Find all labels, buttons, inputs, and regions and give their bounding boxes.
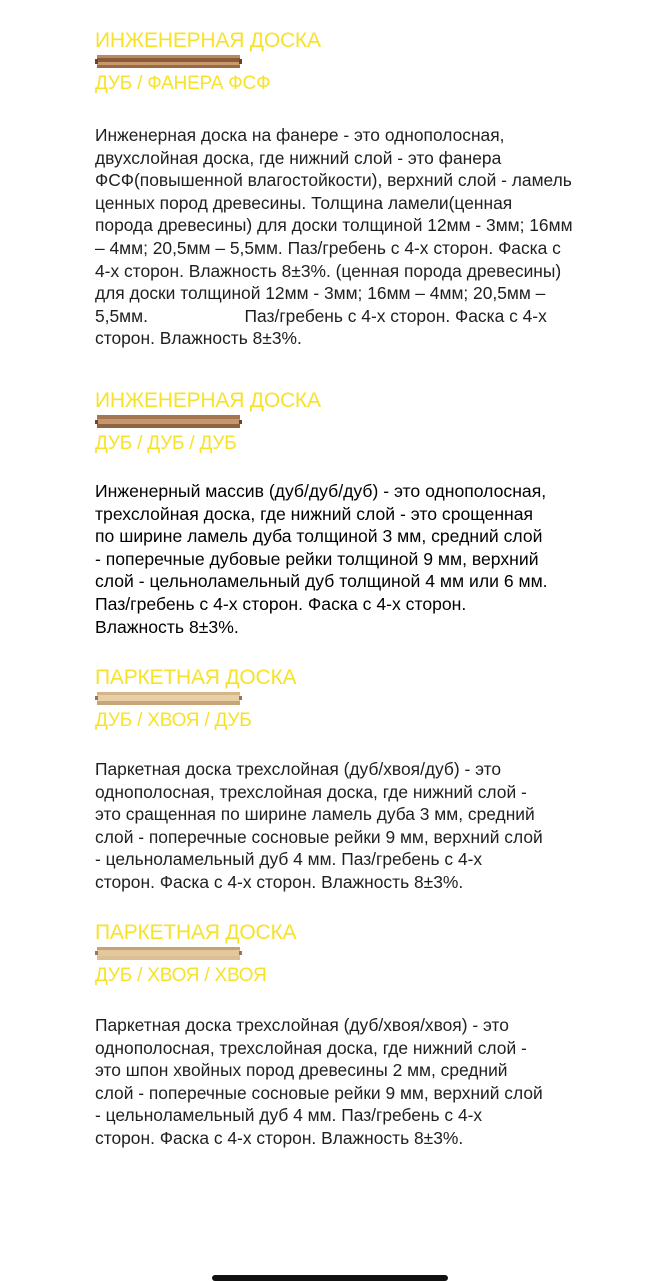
section-subtitle: ДУБ / ХВОЯ / ХВОЯ — [95, 965, 267, 986]
section-subtitle: ДУБ / ХВОЯ / ДУБ — [95, 710, 252, 731]
product-section-parquet-oak-pine-pine — [95, 921, 625, 1150]
board-cross-section-image — [95, 691, 242, 707]
board-cross-section-image — [95, 54, 242, 70]
section-title: ПАРКЕТНАЯ ДОСКА — [95, 666, 297, 689]
home-indicator-bar[interactable] — [212, 1275, 448, 1281]
section-description: Инженерный массив (дуб/дуб/дуб) - это однополосная, трехслойная доска, где нижний слой - это срощенная по ширине ламель дуба толщиной 3 мм, средний слой - поперечные дубовые рейки толщиной 9 мм, верхний слой - цельноламельный дуб толщиной 4 мм или 6 мм. Паз/гребень с 4-х сторон. Фаска с 4-х сторон. Влажность 8±3%. — [95, 481, 548, 637]
section-description: Паркетная доска трехслойная (дуб/хвоя/дуб) - это однополосная, трехслойная доска, где нижний слой - это сращенная по ширине ламель дуба 3 мм, средний слой - поперечные сосновые рейки 9 мм, верхний слой - цельноламельный дуб 4 мм. Паз/гребень с 4-х сторон. Фаска с 4-х сторон. Влажность 8±3%. — [95, 759, 543, 892]
section-title: ИНЖЕНЕРНАЯ ДОСКА — [95, 29, 321, 52]
board-cross-section-image — [95, 414, 242, 430]
section-title: ПАРКЕТНАЯ ДОСКА — [95, 921, 297, 944]
product-section-engineered-oak-plywood — [95, 29, 625, 350]
section-subtitle: ДУБ / ДУБ / ДУБ — [95, 433, 237, 454]
product-section-parquet-oak-pine-oak — [95, 666, 625, 894]
section-subtitle: ДУБ / ФАНЕРА ФСФ — [95, 73, 271, 94]
product-section-engineered-oak-oak-oak — [95, 389, 625, 638]
section-description: Инженерная доска на фанере - это однополосная, двухслойная доска, где нижний слой - это фанера ФСФ(повышенной влагостойкости), верхний слой - ламель ценных пород древесины. Толщина ламели(ценная порода древесины) для доски толщиной 12мм - 3мм; 16мм – 4мм; 20,5мм – 5,5мм. Паз/гребень с 4-х сторон. Фаска с 4-х сторон. Влажность 8±3%. (ценная порода древесины) для доски толщиной 12мм - 3мм; 16мм – 4мм; 20,5мм – 5,5мм. Паз/гребень с 4-х сторон. Фаска с 4-х сторон. Влажность 8±3%. — [95, 125, 573, 349]
board-cross-section-image — [95, 946, 242, 962]
section-description: Паркетная доска трехслойная (дуб/хвоя/хвоя) - это однополосная, трехслойная доска, где нижний слой - это шпон хвойных пород древесины 2 мм, средний слой - поперечные сосновые рейки 9 мм, верхний слой - цельноламельный дуб 4 мм. Паз/гребень с 4-х сторон. Фаска с 4-х сторон. Влажность 8±3%. — [95, 1015, 543, 1148]
section-title: ИНЖЕНЕРНАЯ ДОСКА — [95, 389, 321, 412]
